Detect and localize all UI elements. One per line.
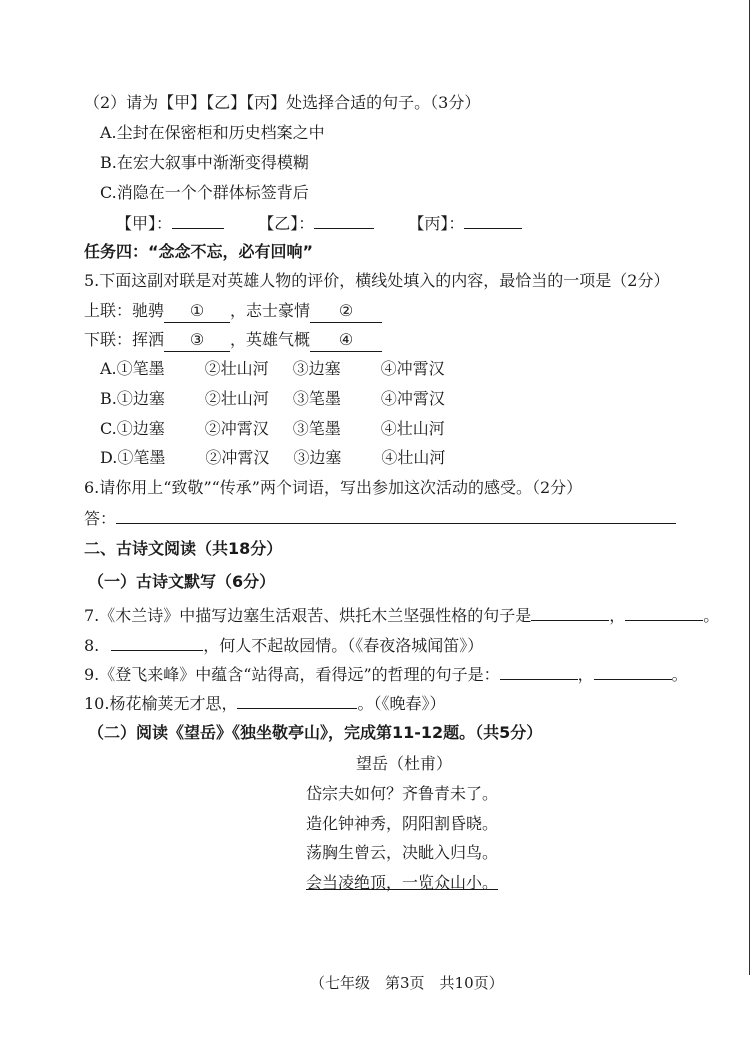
choice-item: ③笔墨 [292,389,341,408]
answer-label: 答： [84,509,117,528]
q2-option-a: A.尘封在保密柜和历史档案之中 [100,123,325,142]
choice-item: ②壮山河 [204,389,269,408]
choice-item: ①边塞 [116,389,165,408]
q7-text: 7.《木兰诗》中描写边塞生活艰苦、烘托木兰坚强性格的句子是 [84,606,532,625]
choice-letter: D. [100,448,118,467]
choice-letter: C. [100,419,117,438]
q6-answer-row [84,507,676,530]
poem-line-1: 岱宗夫如何？齐鲁青未了。 [306,784,499,803]
q9-text: 9.《登飞来峰》中蕴含“站得高，看得远”的哲理的句子是： [84,665,500,684]
poem-line-2: 造化钟神秀，阴阳割昏晓。 [306,814,499,833]
slot-jia-label: 【甲】： [116,214,173,233]
q2-option-c: C.消隐在一个个群体标签背后 [100,183,309,202]
choice-item: ④壮山河 [380,419,445,438]
page-footer: （七年级 第3页 共10页） [310,974,504,992]
choice-letter: B. [100,389,117,408]
choice-item: ①笔墨 [117,448,166,467]
choice-item: ④冲霄汉 [380,359,445,378]
q5-choice-c [100,418,469,440]
slot-bing-label: 【丙】： [408,214,465,233]
q8-row [84,634,483,657]
q6-stem: 6.请你用上“致敬”“传承”两个词语，写出参加这次活动的感受。（2分） [84,478,583,497]
q7-row [84,604,719,627]
q2-answer-slots [116,212,522,235]
upper-blank-2: ② [310,300,382,323]
upper-blank-1: ① [164,300,230,323]
q8-num: 8. [84,636,100,655]
choice-item: ②冲霄汉 [204,419,269,438]
lower-blank-1: ③ [164,329,230,352]
q9-end: 。 [671,665,688,684]
choice-item: ③边塞 [293,448,342,467]
choice-item: ③边塞 [292,359,341,378]
slot-bing-blank[interactable] [464,212,522,229]
q9-comma: ， [577,665,594,684]
q2-stem: （2）请为【甲】【乙】【丙】处选择合适的句子。（3分） [84,93,481,112]
q8-text: ，何人不起故园情。（《春夜洛城闻笛》） [203,636,484,655]
choice-item: ①边塞 [116,419,165,438]
q7-blank-2[interactable] [625,604,703,621]
q7-comma: ， [609,606,626,625]
poem-line-4: 会当凌绝顶，一览众山小。 [306,873,499,892]
lower-prefix: 下联：挥洒 [84,330,165,349]
q5-choice-d [100,447,469,469]
q9-row [84,663,688,686]
q5-choice-a [100,358,469,380]
q10-end: 。（《晚春》） [357,694,446,713]
choice-item: ①笔墨 [116,359,165,378]
upper-middle: ，志士豪情 [230,301,311,320]
choice-item: ③笔墨 [292,419,341,438]
q10-text: 10.杨花榆荚无才思， [84,694,238,713]
task4-title: 任务四：“念念不忘，必有回响” [84,242,314,261]
lower-blank-2: ④ [310,329,382,352]
q5-upper-couplet [84,300,382,323]
q10-blank[interactable] [237,692,357,709]
slot-yi-blank[interactable] [314,212,374,229]
slot-yi-label: 【乙】： [258,214,315,233]
choice-item: ②壮山河 [204,359,269,378]
slot-jia-blank[interactable] [172,212,224,229]
q10-row [84,692,445,715]
poem-line-3: 荡胸生曾云，决眦入归鸟。 [306,843,499,862]
choice-item: ④壮山河 [381,448,446,467]
section2-title: 二、古诗文阅读（共18分） [84,539,283,558]
q5-choice-b [100,388,469,410]
choice-letter: A. [100,359,117,378]
part2-title: （二）阅读《望岳》《独坐敬亭山》，完成第11-12题。（共5分） [88,723,543,742]
q9-blank-1[interactable] [500,663,578,680]
choice-item: ④冲霄汉 [380,389,445,408]
choice-item: ②冲霄汉 [205,448,270,467]
poem-title: 望岳（杜甫） [356,754,453,773]
q6-answer-blank[interactable] [116,507,676,524]
q9-blank-2[interactable] [594,663,672,680]
lower-middle: ，英雄气概 [230,330,311,349]
upper-prefix: 上联：驰骋 [84,301,165,320]
page-edge-line [749,0,750,975]
q5-stem: 5.下面这副对联是对英雄人物的评价，横线处填入的内容，最恰当的一项是（2分） [84,271,670,290]
q8-blank[interactable] [111,634,203,651]
part1-title: （一）古诗文默写（6分） [88,572,276,591]
q7-blank-1[interactable] [531,604,609,621]
q5-lower-couplet [84,329,382,352]
q7-end: 。 [703,606,720,625]
q2-option-b: B.在宏大叙事中渐渐变得模糊 [100,153,309,172]
